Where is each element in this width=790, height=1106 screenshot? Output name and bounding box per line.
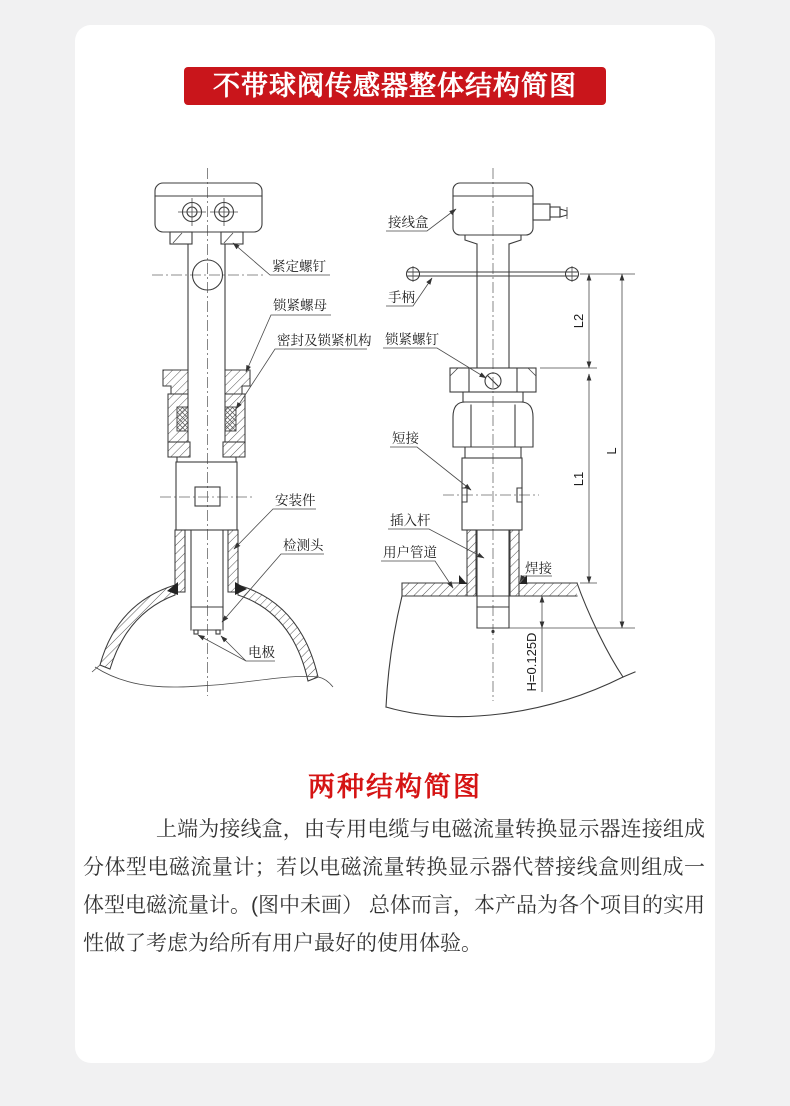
mounting-block: [176, 462, 237, 530]
pipe-dome: [92, 582, 333, 687]
label-set-screw: 紧定螺钉: [272, 259, 326, 274]
label-insertion-rod: 插入杆: [390, 513, 431, 528]
dim-l1: L1: [571, 471, 586, 487]
section-heading: 两种结构简图: [308, 772, 482, 802]
left-junction-box: [155, 183, 262, 244]
label-weld: 焊接: [525, 561, 552, 576]
right-junction-box: [453, 183, 567, 244]
dim-l2: L2: [571, 313, 586, 329]
page: [0, 25, 790, 1106]
label-lock-nut: 锁紧螺母: [273, 298, 327, 313]
description-paragraph: 上端为接线盒，由专用电缆与电磁流量转换显示器连接组成分体型电磁流量计；若以电磁流量转换显示器代替接线盒则组成一体型电磁流量计。(图中未画） 总体而言，本产品为各个项目的实用性做了考虑为给所有用户最好的使用体验。: [83, 818, 705, 955]
left-shaft: [188, 244, 225, 370]
label-user-pipe: 用户管道: [383, 545, 437, 560]
label-mounting-part: 安装件: [275, 493, 316, 508]
seal-lock-assembly: [163, 370, 250, 462]
right-diagram: [381, 168, 635, 717]
probe-tube: [175, 530, 238, 634]
sensor-structure-diagram: [75, 145, 715, 750]
product-detail-card: [75, 25, 715, 1063]
label-detecting-head: 检测头: [283, 538, 324, 553]
short-joint-body: [462, 458, 522, 530]
left-diagram: [92, 168, 372, 696]
title-banner: [184, 67, 606, 105]
label-handle: 手柄: [388, 290, 415, 305]
label-electrode: 电极: [248, 645, 275, 660]
label-lock-screw: 锁紧螺钉: [385, 332, 439, 347]
label-short-joint: 短接: [392, 431, 419, 446]
dimension-lines: [509, 274, 635, 692]
dim-l: L: [604, 447, 619, 455]
user-pipe: [386, 575, 635, 717]
label-junction-box: 接线盒: [388, 215, 429, 230]
handle: [407, 266, 579, 282]
label-seal-lock: 密封及锁紧机构: [277, 333, 372, 348]
dim-h: H=0.125D: [524, 632, 539, 692]
banner-title: 不带球阀传感器整体结构简图: [213, 71, 577, 101]
